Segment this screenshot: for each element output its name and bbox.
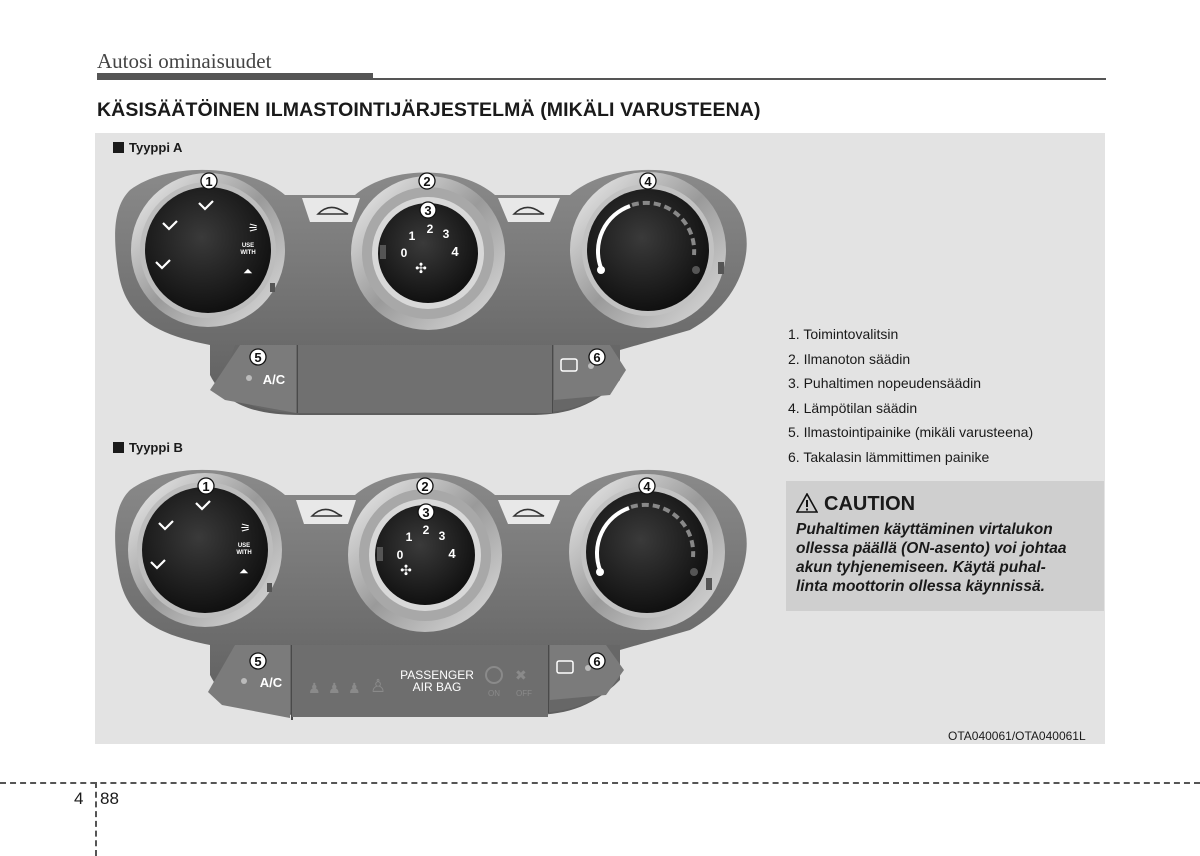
svg-text:3: 3 xyxy=(422,505,430,520)
callout-3-b xyxy=(418,504,434,520)
svg-text:2: 2 xyxy=(421,479,429,494)
svg-text:5: 5 xyxy=(254,654,262,669)
svg-text:4: 4 xyxy=(644,174,652,189)
defrost-icon: ⏶ xyxy=(239,564,249,578)
legend-item: 1. Toimintovalitsin xyxy=(788,326,899,342)
callout-2-a xyxy=(419,173,435,189)
svg-text:2: 2 xyxy=(423,174,431,189)
page-number: 88 xyxy=(100,789,119,808)
figure-code: OTA040061/OTA040061L xyxy=(948,729,1086,743)
caution-line: linta moottorin ollessa käynnissä. xyxy=(796,578,1045,595)
fresh-air-button-b[interactable] xyxy=(296,500,356,524)
fan-speed-0: 0 xyxy=(396,548,404,562)
svg-text:4: 4 xyxy=(643,479,651,494)
svg-text:1: 1 xyxy=(202,479,210,494)
air-bag-label: AIR BAG xyxy=(412,680,462,694)
use-label: USE xyxy=(237,543,251,549)
ac-label: A/C xyxy=(262,372,286,387)
legend-item: 2. Ilmanoton säädin xyxy=(788,350,911,367)
type-b-text: Tyyppi B xyxy=(129,440,183,455)
fan-speed-3: 3 xyxy=(438,529,446,543)
legend-item: 5. Ilmastointipainike (mikäli varusteena) xyxy=(788,424,1034,441)
footer-divider xyxy=(0,782,1200,784)
type-a-panel xyxy=(115,170,747,415)
callout-1-a xyxy=(201,173,217,189)
floor-defrost-icon: ⚞ xyxy=(248,221,259,235)
defrost-icon: ⏶ xyxy=(243,264,253,278)
callout-2-b xyxy=(417,478,433,494)
airbag-off-icon: ✖ xyxy=(515,667,527,683)
caution-line: akun tyhjenemiseen. Käytä puhal- xyxy=(796,559,1046,576)
seat-occupant-icon: ♟ xyxy=(308,680,321,696)
legend-item: 3. Puhaltimen nopeudensäädin xyxy=(788,375,982,392)
caution-text xyxy=(796,520,1098,596)
svg-text:1: 1 xyxy=(205,174,213,189)
mode-selector-knob-a[interactable] xyxy=(131,173,285,327)
fan-speed-knob-a[interactable] xyxy=(351,176,505,330)
legend-list xyxy=(788,322,1033,470)
svg-text:6: 6 xyxy=(593,350,601,365)
callout-4-b xyxy=(639,478,655,494)
warning-triangle-icon xyxy=(796,493,818,513)
fan-icon: ✣ xyxy=(400,562,412,578)
caution-line: Puhaltimen käyttäminen virtalukon xyxy=(796,521,1053,538)
seat-occupant-icon: ♟ xyxy=(348,680,361,696)
fan-speed-3: 3 xyxy=(442,227,450,241)
fan-speed-1: 1 xyxy=(408,229,416,243)
with-label: WITH xyxy=(240,250,256,256)
footer-vertical-divider xyxy=(95,782,97,856)
airbag-off-label: OFF xyxy=(516,689,532,698)
page-heading: KÄSISÄÄTÖINEN ILMASTOINTIJÄRJESTELMÄ (MIKÄLI VARUSTEENA) xyxy=(97,99,761,121)
legend-item: 6. Takalasin lämmittimen painike xyxy=(788,448,990,465)
callout-5-b xyxy=(250,653,266,669)
caution-box xyxy=(786,481,1104,611)
caution-line: ollessa päällä (ON-asento) voi johtaa xyxy=(796,540,1067,557)
mode-selector-knob-b[interactable] xyxy=(128,473,282,627)
callout-3-a xyxy=(420,202,436,218)
svg-text:5: 5 xyxy=(254,350,262,365)
seat-occupant-icon: ♟ xyxy=(328,680,341,696)
with-label: WITH xyxy=(236,550,252,556)
svg-text:3: 3 xyxy=(424,203,432,218)
use-label: USE xyxy=(241,243,255,249)
callout-1-b xyxy=(198,478,214,494)
airbag-on-label: ON xyxy=(488,689,500,698)
passenger-label: PASSENGER xyxy=(400,668,474,682)
fan-speed-2: 2 xyxy=(426,222,434,236)
callout-5-a xyxy=(250,349,266,365)
ac-label: A/C xyxy=(259,675,283,690)
floor-defrost-icon: ⚞ xyxy=(240,521,251,535)
section-title: Autosi ominaisuudet xyxy=(97,49,272,73)
callout-6-b xyxy=(589,653,605,669)
type-a-text: Tyyppi A xyxy=(129,140,183,155)
seatbelt-icon: ♙ xyxy=(370,676,387,696)
fan-speed-knob-b[interactable] xyxy=(348,478,502,632)
svg-text:6: 6 xyxy=(593,654,601,669)
legend-item: 4. Lämpötilan säädin xyxy=(788,399,918,416)
caution-header xyxy=(796,493,915,516)
recirculation-button-a[interactable] xyxy=(498,198,560,222)
fan-speed-1: 1 xyxy=(405,530,413,544)
callout-4-a xyxy=(640,173,656,189)
temperature-knob-b[interactable] xyxy=(569,474,725,630)
chapter-number: 4 xyxy=(74,789,84,808)
caution-title: CAUTION xyxy=(824,493,916,515)
fan-speed-4: 4 xyxy=(448,546,456,561)
fresh-air-button-a[interactable] xyxy=(302,198,360,222)
fan-speed-2: 2 xyxy=(422,523,430,537)
fan-speed-0: 0 xyxy=(400,246,408,260)
callout-6-a xyxy=(589,349,605,365)
recirculation-button-b[interactable] xyxy=(498,500,560,524)
fan-icon: ✣ xyxy=(415,260,427,276)
fan-speed-4: 4 xyxy=(451,244,459,259)
type-b-panel xyxy=(115,470,747,720)
temperature-knob-a[interactable] xyxy=(570,172,726,328)
